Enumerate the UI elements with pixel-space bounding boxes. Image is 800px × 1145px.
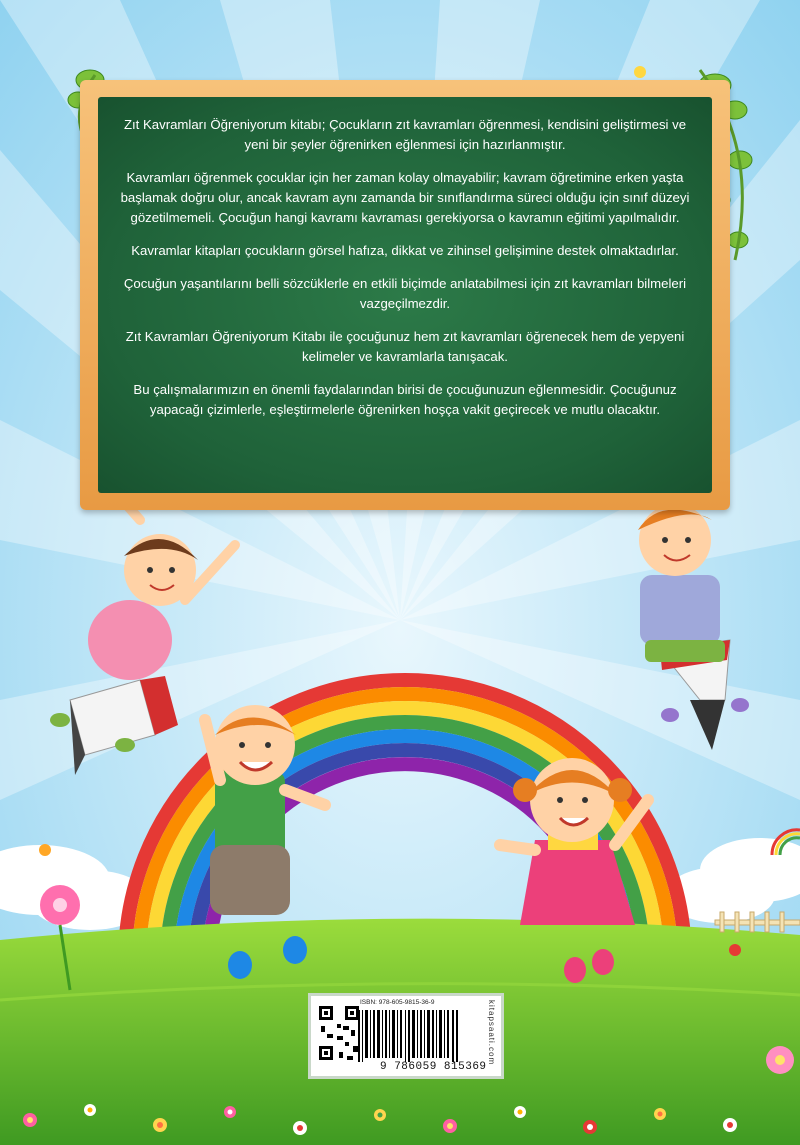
paragraph-2: Kavramları öğrenmek çocuklar için her zaman kolay olmayabilir; kavram öğretimine erken yaşta başlamak doğru olur, ancak kavram aynı zamanda bir sınıflandırma süreci olduğu için sınıf düzeyi gözetilmemeli. Çocuğun hangi kavramı kavraması gerekiyorsa o kavramın eğitimi yapılmalıdır. bbox=[120, 170, 690, 225]
paragraph-3: Kavramlar kitapları çocukların görsel hafıza, dikkat ve zihinsel gelişimine destek olmaktadırlar. bbox=[131, 243, 679, 258]
isbn-number: 9 786059 815369 bbox=[380, 1061, 487, 1073]
paragraph-5: Zıt Kavramları Öğreniyorum Kitabı ile çocuğunuz hem zıt kavramları öğrenecek hem de yepyeni kelimeler ve kavramlarla tanışacak. bbox=[125, 329, 685, 364]
chalkboard bbox=[98, 97, 712, 493]
paragraph-1: Zıt Kavramları Öğreniyorum kitabı; Çocukların zıt kavramları öğrenmesi, kendisini geliştirmesi ve yeni bir şeyler öğrenirken eğlenmesi için hazırlanmıştır. bbox=[123, 117, 687, 152]
paragraph-4: Çocuğun yaşantılarını belli sözcüklerle en etkili biçimde anlatabilmesi için zıt kavramları bilmeleri vazgeçilmezdir. bbox=[123, 276, 687, 311]
isbn-label: ISBN: 978-605-9815-36-9 bbox=[360, 999, 435, 1006]
paragraph-6: Bu çalışmalarımızın en önemli faydalarından birisi de çocuğunuzun eğlenmesidir. Çocuğunuz yapacağı çizimlerle, eşleştirmelerle öğrenirken hoşça vakit geçirecek ve mutlu olacaktır. bbox=[133, 382, 677, 417]
barcode-icon bbox=[358, 1010, 458, 1062]
publisher-url: kitapsaati.com bbox=[487, 1000, 496, 1066]
